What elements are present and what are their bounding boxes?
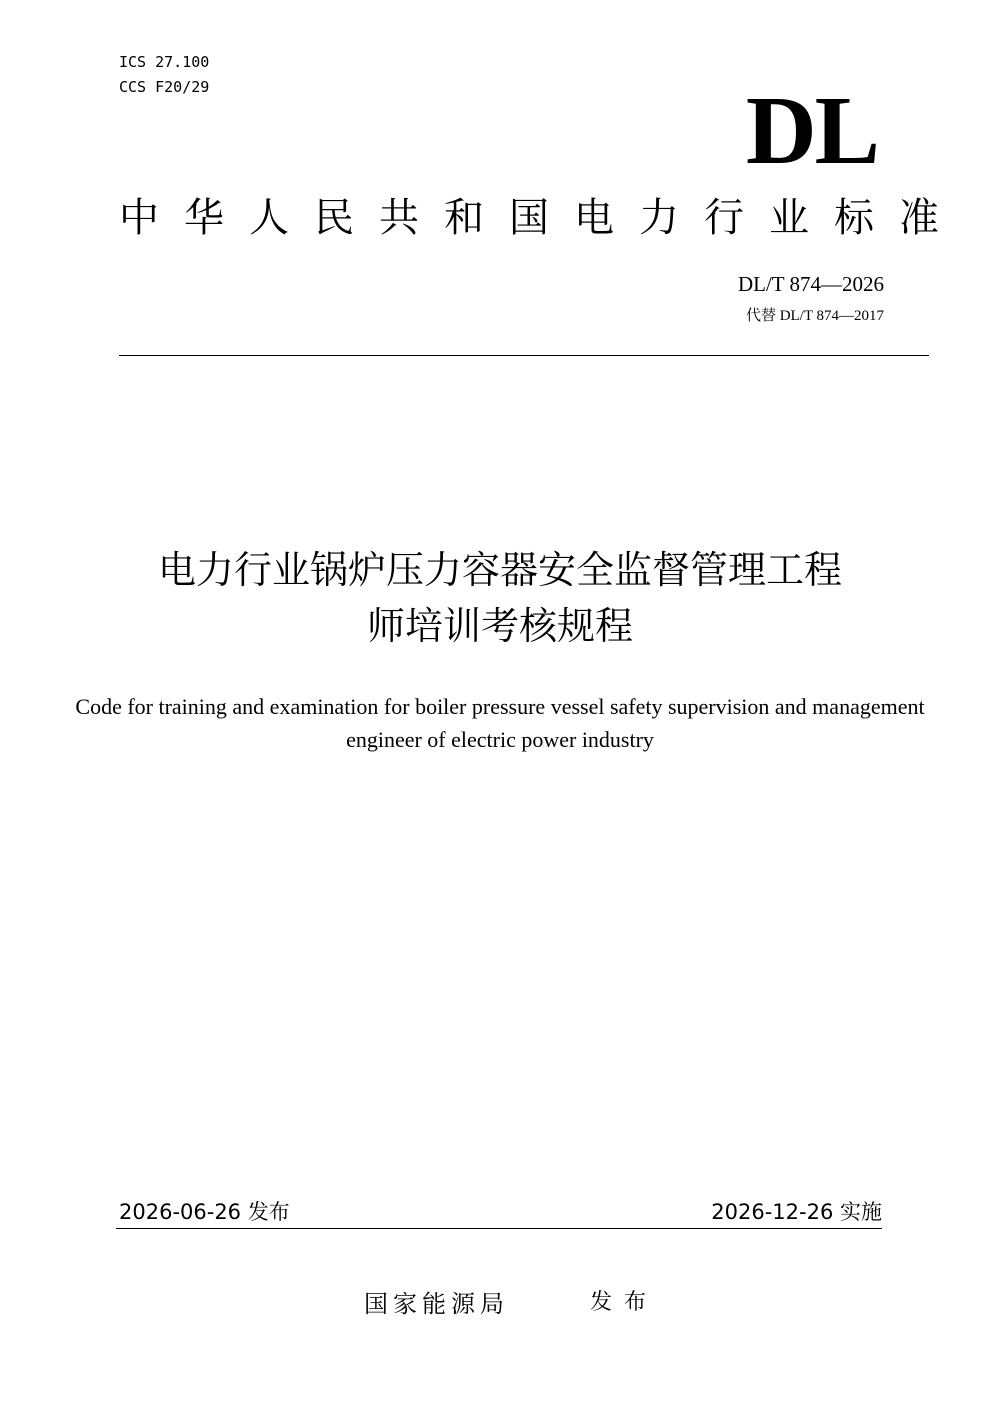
publish-label: 发布 — [590, 1290, 659, 1315]
chinese-title-line-1: 电力行业锅炉压力容器安全监督管理工程 — [157, 548, 842, 592]
ics-code: ICS 27.100 — [119, 53, 210, 71]
classification-codes — [119, 50, 209, 100]
standard-number: DL/T 874—2026 — [737, 272, 884, 296]
standard-category-title: 中华人民共和国电力行业标准 — [119, 195, 964, 241]
chinese-title-line-2: 师培训考核规程 — [366, 604, 633, 648]
chinese-title — [50, 542, 950, 654]
replaces-standard: 代替 DL/T 874—2017 — [745, 308, 884, 324]
english-title: Code for training and examination for boiler pressure vessel safety supervision and management engineer of electric power industry — [75, 694, 925, 752]
header-divider — [119, 355, 929, 356]
footer-divider — [116, 1228, 882, 1229]
publisher-name: 国家能源局 — [364, 1290, 509, 1318]
issue-date: 2026-06-26 发布 — [119, 1200, 290, 1224]
ccs-code: CCS F20/29 — [119, 78, 210, 96]
implementation-date: 2026-12-26 实施 — [711, 1200, 882, 1224]
dl-logo: DL — [745, 77, 878, 185]
